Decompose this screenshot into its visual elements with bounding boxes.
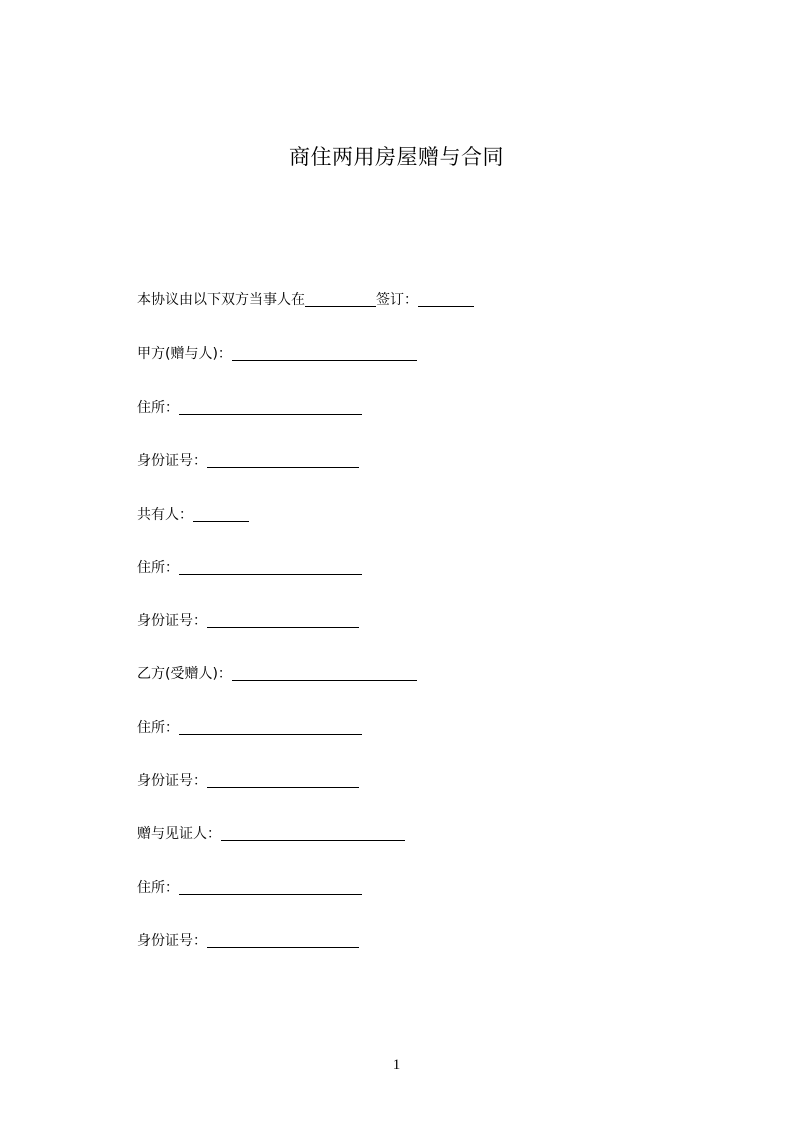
witness-address-blank[interactable]: [179, 880, 362, 895]
co-owner-label: 共有人：: [137, 507, 193, 523]
witness-id-blank[interactable]: [207, 933, 359, 948]
co-owner-id-line: [137, 611, 359, 631]
party-b-id-label: 身份证号：: [137, 773, 207, 789]
co-owner-id-label: 身份证号：: [137, 613, 207, 629]
intro-text: 本协议由以下双方当事人在: [137, 292, 305, 308]
witness-line: [137, 824, 405, 844]
witness-address-line: [137, 878, 362, 898]
witness-label: 赠与见证人：: [137, 826, 221, 842]
co-owner-address-blank[interactable]: [179, 560, 362, 575]
co-owner-line: [137, 505, 249, 525]
co-owner-address-line: [137, 558, 362, 578]
party-a-id-line: [137, 451, 359, 471]
sign-label: 签订：: [376, 292, 418, 308]
witness-address-label: 住所：: [137, 880, 179, 896]
party-b-address-blank[interactable]: [179, 720, 362, 735]
party-a-line: [137, 344, 417, 364]
witness-id-line: [137, 931, 359, 951]
co-owner-address-label: 住所：: [137, 560, 179, 576]
party-b-label: 乙方(受赠人)：: [137, 666, 232, 682]
intro-line: [137, 290, 474, 310]
co-owner-blank[interactable]: [193, 507, 249, 522]
witness-blank[interactable]: [221, 826, 405, 841]
party-a-address-line: [137, 398, 362, 418]
party-b-id-blank[interactable]: [207, 773, 359, 788]
party-b-id-line: [137, 771, 359, 791]
party-a-id-label: 身份证号：: [137, 453, 207, 469]
page-title: 商住两用房屋赠与合同: [289, 145, 504, 169]
party-a-address-blank[interactable]: [179, 400, 362, 415]
party-a-label: 甲方(赠与人)：: [137, 346, 232, 362]
page-number: 1: [392, 1057, 401, 1073]
party-a-id-blank[interactable]: [207, 453, 359, 468]
signing-date-blank[interactable]: [418, 292, 474, 307]
party-b-address-label: 住所：: [137, 720, 179, 736]
party-a-blank[interactable]: [232, 346, 417, 361]
party-b-blank[interactable]: [232, 666, 417, 681]
signing-place-blank[interactable]: [305, 292, 376, 307]
party-a-address-label: 住所：: [137, 400, 179, 416]
party-b-address-line: [137, 718, 362, 738]
co-owner-id-blank[interactable]: [207, 613, 359, 628]
witness-id-label: 身份证号：: [137, 933, 207, 949]
party-b-line: [137, 664, 417, 684]
